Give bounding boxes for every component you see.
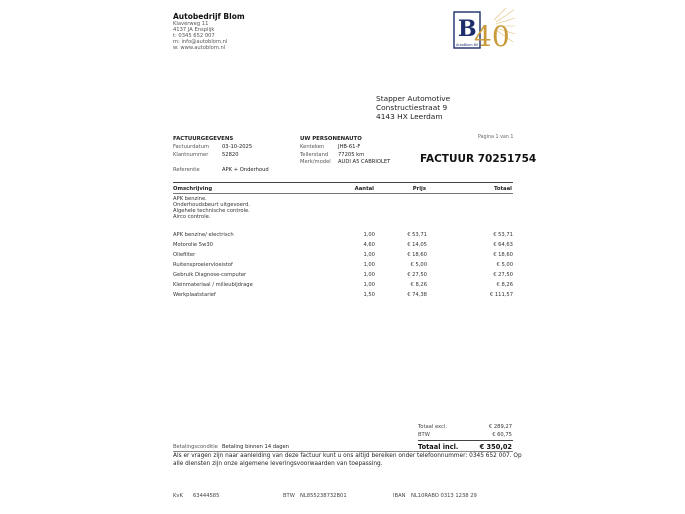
row-qty: 1,50 <box>363 292 375 298</box>
payment-value: Betaling binnen 14 dagen <box>222 444 290 450</box>
row-description: Ruitensproeiervloeistof <box>173 262 233 268</box>
kvk-value: 63444585 <box>193 493 220 499</box>
table-row <box>173 292 513 301</box>
sender-name: Autobedrijf Blom <box>173 12 245 21</box>
row-total: € 27,50 <box>493 272 513 278</box>
row-qty: 4,60 <box>363 242 375 248</box>
plate-label: Kenteken <box>300 144 325 150</box>
odometer-value: 77205 km <box>338 152 365 158</box>
intro-line: Airco controle. <box>173 214 211 220</box>
row-total: € 18,60 <box>493 252 513 258</box>
subtotal-value: € 289,27 <box>488 424 512 430</box>
table-row <box>173 252 513 261</box>
row-qty: 1,00 <box>363 262 375 268</box>
btw-label: BTW <box>283 493 295 499</box>
payment-label: Betalingsconditie <box>173 444 218 450</box>
row-description: Oliefilter <box>173 252 196 258</box>
vat-value: € 60,75 <box>492 432 512 438</box>
header-description: Omschrijving <box>173 186 213 192</box>
model-label: Merk/model <box>300 159 331 165</box>
page-number: Pagina 1 van 1 <box>478 135 514 140</box>
row-description: Werkplaatstarief <box>173 292 216 298</box>
sender-street: Klaverweg 11 <box>173 21 209 27</box>
row-qty: 1,00 <box>363 252 375 258</box>
row-qty: 1,00 <box>363 272 375 278</box>
table-header-rule <box>173 193 513 194</box>
table-top-rule <box>173 182 513 183</box>
row-qty: 1,00 <box>363 232 375 238</box>
row-price: € 8,26 <box>410 282 427 288</box>
invoice-date-label: Factuurdatum <box>173 144 210 150</box>
table-row <box>173 272 513 281</box>
row-total: € 5,00 <box>496 262 513 268</box>
header-total: Totaal <box>493 186 512 192</box>
iban-label: IBAN <box>393 493 406 499</box>
intro-line: APK benzine. <box>173 196 207 202</box>
vehicle-title: UW PERSONENAUTO <box>300 136 362 142</box>
logo-letter: B <box>458 16 477 42</box>
customer-number: 52820 <box>222 152 239 158</box>
total-rule <box>418 440 513 441</box>
row-total: € 53,71 <box>493 232 513 238</box>
table-row <box>173 282 513 291</box>
table-row <box>173 232 513 241</box>
btw-value: NL855238732B01 <box>300 493 347 499</box>
vat-label: BTW <box>418 432 430 438</box>
plate-value: JHB-61-F <box>338 144 361 150</box>
model-value: AUDI A5 CABRIOLET <box>338 159 391 165</box>
invoice-info-title: FACTUURGEGEVENS <box>173 136 234 142</box>
contact-note-line1: Als er vragen zijn naar aanleiding van deze factuur kunt u ons altijd bereiken onder telefoonnummer: 0345 652 007. Op <box>173 453 522 459</box>
row-description: Motorolie 5w30 <box>173 242 213 248</box>
logo-number: 40 <box>474 20 510 53</box>
intro-line: Algehele technische controle. <box>173 208 250 214</box>
sender-email: m: info@autoblom.nl <box>173 39 228 45</box>
row-qty: 1,00 <box>363 282 375 288</box>
row-price: € 74,38 <box>407 292 427 298</box>
total-value: € 350,02 <box>479 443 512 451</box>
reference-label: Referentie <box>173 167 200 173</box>
row-price: € 5,00 <box>410 262 427 268</box>
header-price: Prijs <box>412 186 426 192</box>
row-description: Gebruik Diagnose-computer <box>173 272 247 278</box>
recipient-street: Constructiestraat 9 <box>376 103 448 112</box>
intro-line: Onderhoudsbeurt uitgevoerd. <box>173 202 250 208</box>
row-price: € 14,05 <box>407 242 427 248</box>
table-row <box>173 262 513 271</box>
sender-city: 4137 JA Ensplijk <box>173 27 215 33</box>
logo-caption: AutoBlom BV <box>456 43 479 47</box>
company-logo <box>452 8 516 54</box>
contact-note-line2: alle diensten zijn onze algemene leveringsvoorwaarden van toepassing. <box>173 461 383 467</box>
table-row <box>173 242 513 251</box>
odometer-label: Tellerstand <box>300 152 329 158</box>
recipient-name: Stapper Automotive <box>376 94 451 103</box>
row-total: € 111,57 <box>489 292 513 298</box>
row-price: € 18,60 <box>407 252 427 258</box>
invoice-title: FACTUUR 70251754 <box>420 153 537 165</box>
invoice-date: 03-10-2025 <box>222 144 253 150</box>
iban-value: NL10RABO 0313 1238 29 <box>411 493 477 499</box>
header-qty: Aantal <box>354 186 374 192</box>
recipient-city: 4143 HX Leerdam <box>376 112 443 121</box>
kvk-label: KvK <box>173 493 183 499</box>
subtotal-label: Totaal excl. <box>418 424 447 430</box>
row-price: € 53,71 <box>407 232 427 238</box>
payment-rule <box>173 451 513 452</box>
row-price: € 27,50 <box>407 272 427 278</box>
sender-phone: t: 0345 652 007 <box>173 33 215 39</box>
row-description: APK benzine/ electrisch <box>173 232 234 238</box>
row-total: € 64,63 <box>493 242 513 248</box>
row-total: € 8,26 <box>496 282 513 288</box>
customer-number-label: Klantnummer <box>173 152 209 158</box>
row-description: Kleinmateriaal / milieubijdrage <box>173 282 253 288</box>
reference-value: APK + Onderhoud <box>222 167 269 173</box>
sender-web: w: www.autoblom.nl <box>173 45 226 51</box>
total-label: Totaal incl. <box>418 443 459 451</box>
